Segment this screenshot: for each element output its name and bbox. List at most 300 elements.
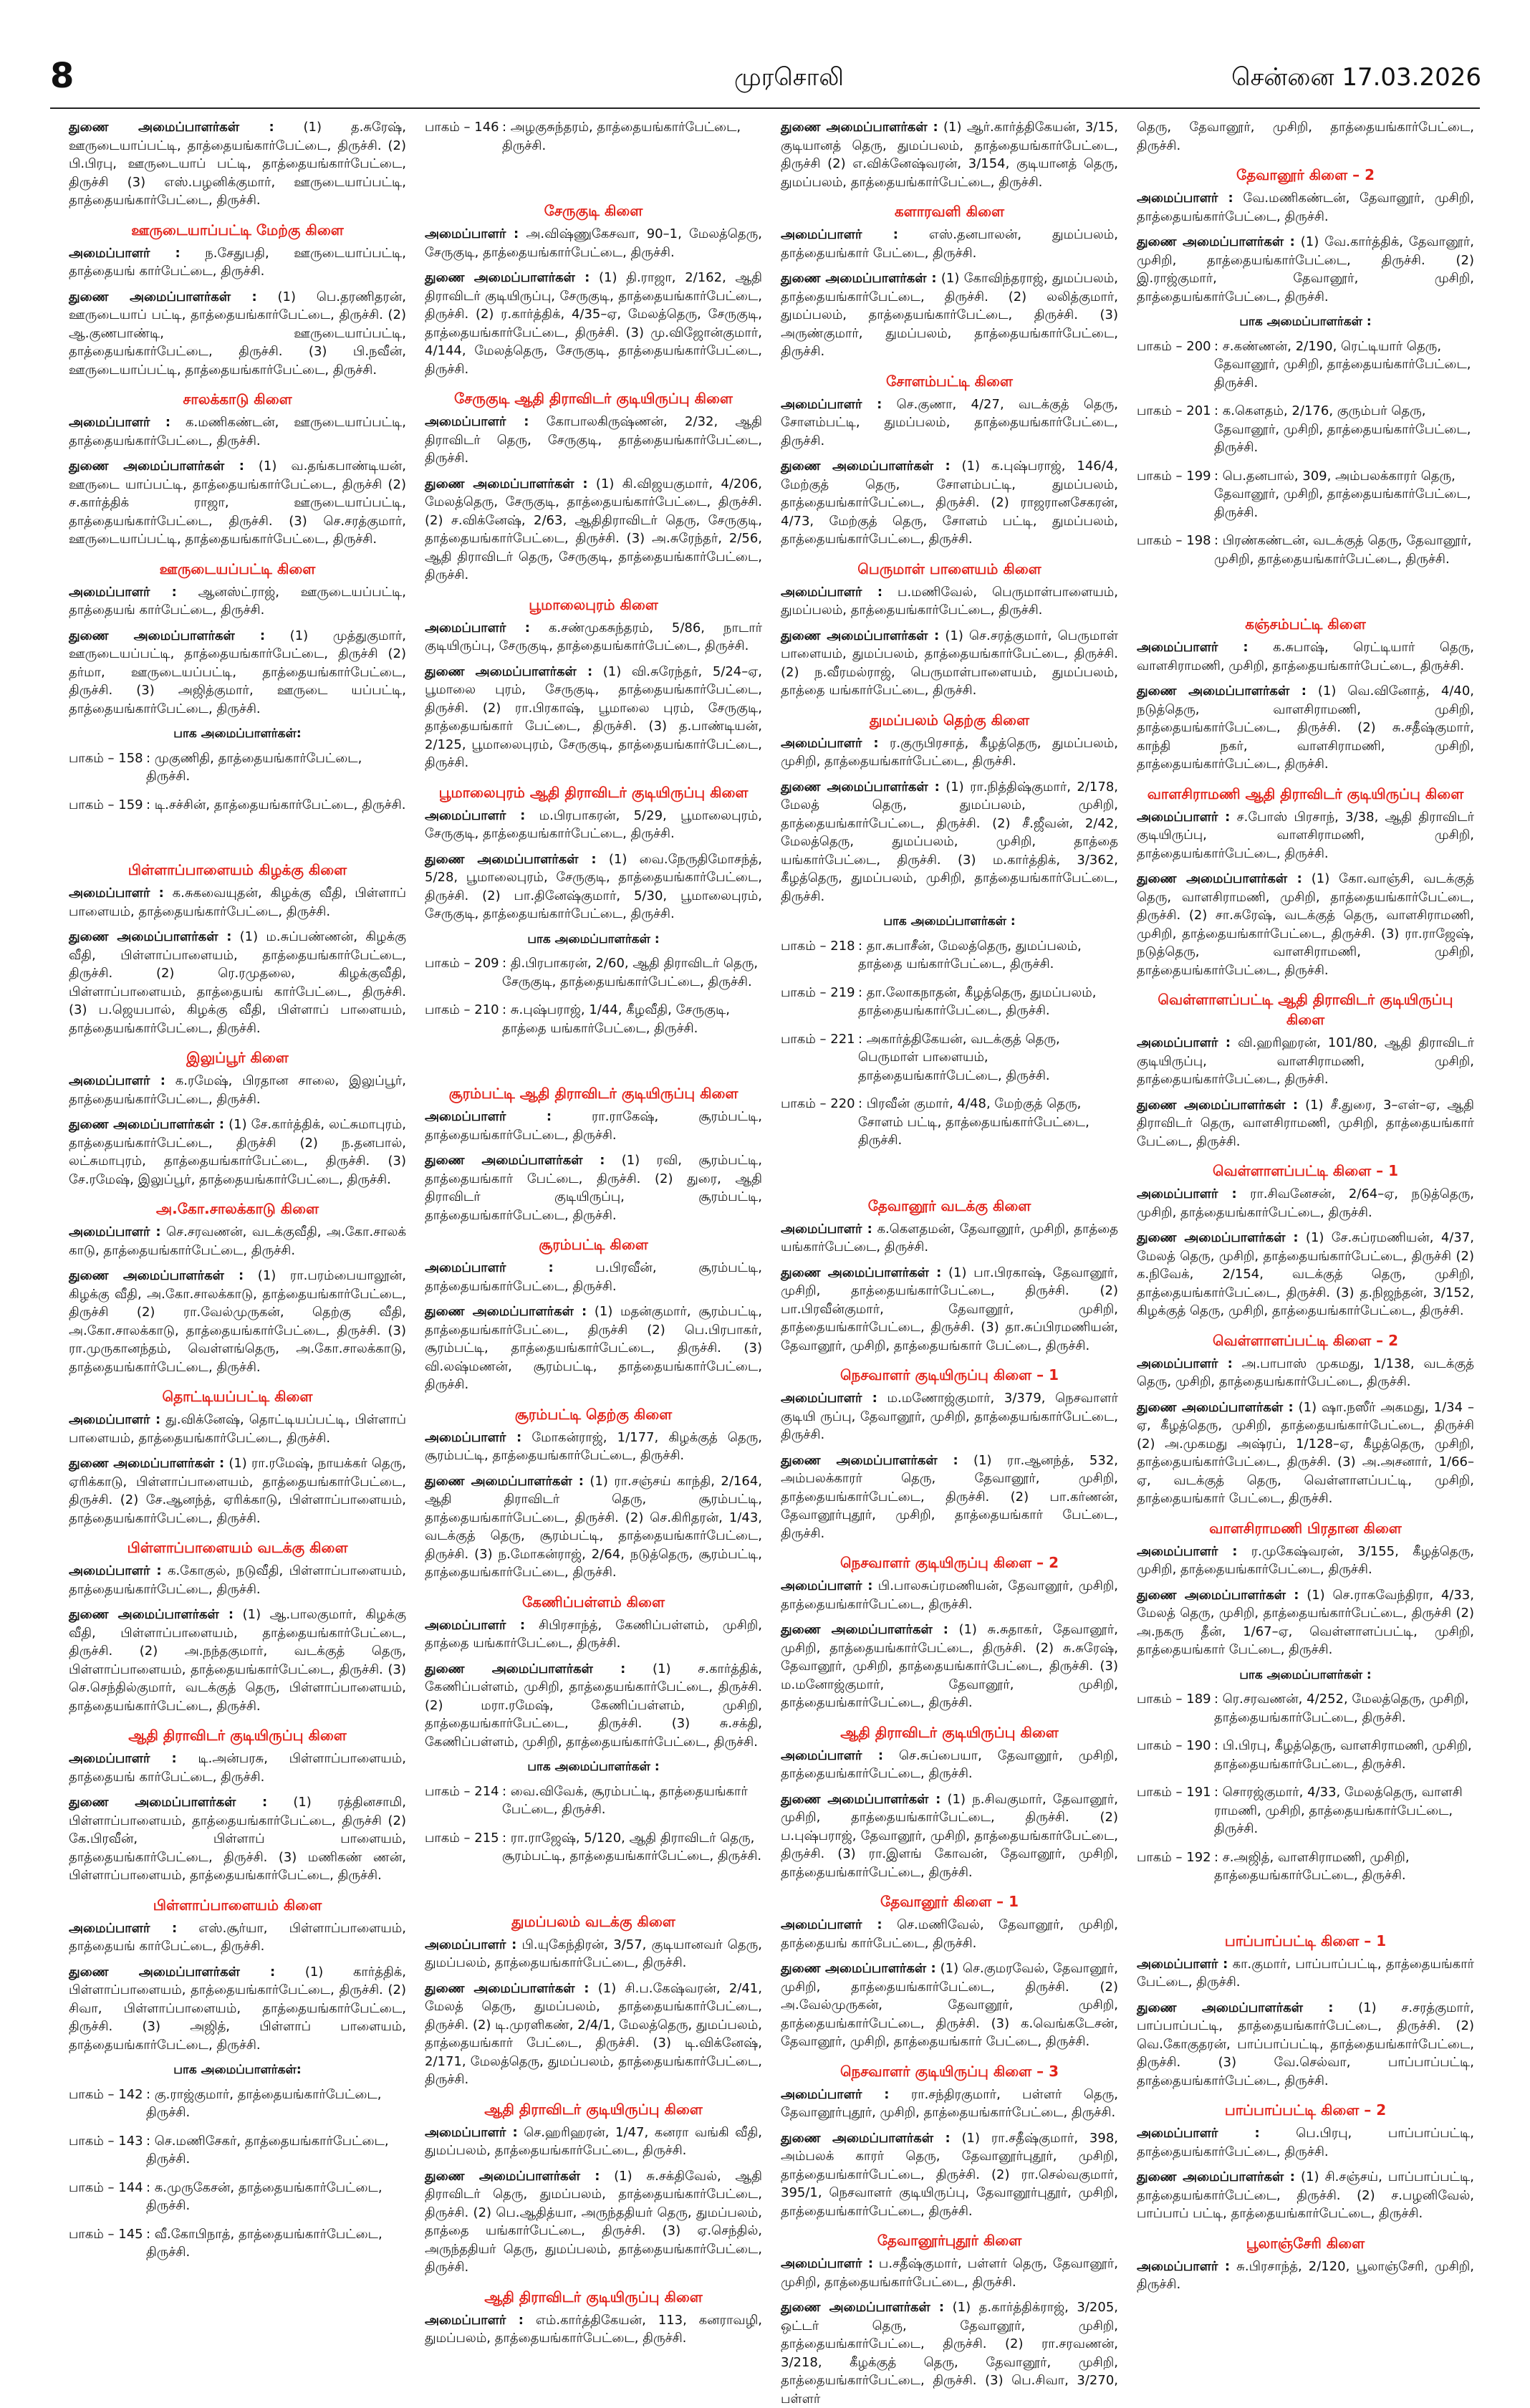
role-label: துணை அமைப்பாளர்கள் : xyxy=(69,1964,276,1980)
appointment-paragraph xyxy=(1137,189,1474,226)
booth-entry xyxy=(69,2132,406,2169)
booth-number: பாகம் – 191 xyxy=(1137,1785,1211,1800)
booth-entry xyxy=(425,118,762,155)
appointment-paragraph xyxy=(781,778,1118,906)
appointment-paragraph xyxy=(425,619,762,656)
branch-heading: பிள்ளாப்பாளையம் கிழக்கு கிளை xyxy=(128,861,347,878)
appointment-paragraph xyxy=(69,1750,406,1786)
branch-heading: சூரம்பட்டி ஆதி திராவிடர் குடியிருப்பு கிளை xyxy=(448,1085,738,1102)
article-columns xyxy=(69,118,1475,2407)
role-label: துணை அமைப்பாளர்கள் : xyxy=(425,1661,626,1677)
booth-number: பாகம் – 159 xyxy=(69,797,143,812)
role-label: அமைப்பாளர் : xyxy=(69,1751,177,1766)
appointment-paragraph xyxy=(69,1793,406,1885)
branch-heading: பிள்ளாப்பாளையம் கிளை xyxy=(153,1896,322,1914)
appointment-paragraph xyxy=(425,225,762,262)
branch-heading: பிள்ளாப்பாளையம் வடக்கு கிளை xyxy=(127,1539,348,1556)
role-label: அமைப்பாளர் : xyxy=(1137,2126,1260,2141)
appointee-details: அ.விஷ்ணுகேசவா, 90–1, மேலத்தெரு, சேருகுடி, தாத்தையங்கார்பேட்டை, திருச்சி. xyxy=(425,226,763,260)
branch-heading: பெருமாள் பாளையம் கிளை xyxy=(857,560,1041,577)
booth-number: பாகம் – 143 xyxy=(69,2133,143,2149)
role-label: அமைப்பாளர் : xyxy=(781,584,883,600)
role-label: துணை அமைப்பாளர்கள் : xyxy=(781,1961,936,1976)
appointee-details: பெ.பிரபு, பாப்பாப்பட்டி, தாத்தையங்கார்பேட்டை, திருச்சி. xyxy=(1137,2126,1475,2159)
appointment-paragraph xyxy=(1137,2124,1474,2161)
appointee-details: (1) வே.கார்த்திக், தேவானூர், முசிறி, தாத்தையங்கார்பேட்டை, திருச்சி. (2) இ.ராஜ்குமார், தேவானூர், முசிறி, தாத்தையங்கார்பேட்டை, திருச்சி. xyxy=(1137,234,1474,304)
role-label: துணை அமைப்பாளர்கள் : xyxy=(425,1980,590,1996)
role-label: துணை அமைப்பாளர்கள் : xyxy=(1137,683,1307,699)
appointment-paragraph xyxy=(781,457,1118,549)
branch-heading: பாப்பாப்பட்டி கிளை – 1 xyxy=(1224,1932,1387,1949)
section-subheading: பாக அமைப்பாளர்கள்: xyxy=(173,2063,302,2077)
booth-number: பாகம் – 218 xyxy=(781,938,855,954)
branch-heading: ஊருடையாப்பட்டி மேற்கு கிளை xyxy=(131,221,344,239)
appointment-paragraph xyxy=(781,1220,1118,1257)
appointee-details: ச.போஸ் பிரசாந், 3/38, ஆதி திராவிடர் குடியிருப்பு, வாளசிராமணி, முசிறி, தாத்தையங்கார்பேட்டை, திருச்சி. xyxy=(1137,809,1474,861)
section-subheading: பாக அமைப்பாளர்கள்: xyxy=(173,726,302,741)
appointee-details: (1) சே.சுப்ரமணியன், 4/37, மேலத் தெரு, முசிறி, தாத்தையங்கார்பேட்டை, திருச்சி (2) க.நிவேக், 2/154, வடக்குத் தெரு, முசிறி, தாத்தையங்கார்பேட்டை, திருச்சி. (3) த.நிஜந்தன், 3/152, கிழக்குத் தெரு, முசிறி, தாத்தையங்கார்பேட்டை, திருச்சி. xyxy=(1137,1230,1474,1318)
appointment-paragraph xyxy=(781,1264,1118,1356)
booth-entry xyxy=(425,1829,762,1866)
appointment-paragraph xyxy=(69,884,406,921)
appointment-paragraph xyxy=(781,2129,1118,2221)
appointee-details: (1) ச.சரத்குமார், பாப்பாப்பட்டி, தாத்தையங்கார்பேட்டை, திருச்சி. (2) வெ.கோகுதரன், பாப்பாப்பட்டி, தாத்தையங்கார்பேட்டை, திருச்சி. (3) வே.செல்வா, பாப்பாப்பட்டி, தாத்தையங்கார்பேட்டை, திருச்சி. xyxy=(1137,2000,1474,2088)
branch-heading: தேவானூர் வடக்கு கிளை xyxy=(867,1196,1031,1214)
booth-entry xyxy=(1137,467,1474,522)
appointee-details: வே.மணிகண்டன், தேவானூர், முசிறி, தாத்தையங்கார்பேட்டை, திருச்சி. xyxy=(1137,191,1474,224)
appointee-details: (1) த.கார்த்திக்ராஜ், 3/205, ஒட்டர் தெரு, தேவானூர், முசிறி, தாத்தையங்கார்பேட்டை, திருச்சி. (2) ரா.சரவணன், 3/218, கீழக்குத் தெரு, தேவானூர், முசிறி, தாத்தையங்கார்பேட்டை, திருச்சி. (3) பெ.சிவா, 3/270, பள்ளர் xyxy=(781,2300,1118,2407)
branch-heading: இலுப்பூர் கிளை xyxy=(186,1049,289,1066)
role-label: அமைப்பாளர் : xyxy=(69,1412,161,1427)
appointee-details: க.சுபாஷ், ரெட்டியார் தெரு, வாளசிராமணி, முசிறி, தாத்தையங்கார்பேட்டை, திருச்சி. xyxy=(1137,640,1475,673)
appointee-details: டி.அன்பரசு, பிள்ளாப்பாளையம், தாத்தையங் கார்பேட்டை, திருச்சி. xyxy=(69,1751,407,1785)
booth-entry xyxy=(781,937,1118,974)
appointee-details: செ.சரவணன், வடக்குவீதி, அ.கோ.சாலக் காடு, தாத்தையங்கார்பேட்டை, திருச்சி. xyxy=(69,1224,407,1258)
appointee-details: கா.குமார், பாப்பாப்பட்டி, தாத்தையங்கார் பேட்டை, திருச்சி. xyxy=(1137,1956,1475,1990)
booth-organizer: : தா.லோகநாதன், கீழத்தெரு, துமப்பலம், தாத்தையங்கார்பேட்டை, திருச்சி. xyxy=(858,984,1097,1018)
booth-entry xyxy=(781,1030,1118,1085)
appointment-paragraph xyxy=(69,1072,406,1108)
role-label: துணை அமைப்பாளர்கள் : xyxy=(1137,1587,1299,1603)
appointee-details: க.கௌதமன், தேவானூர், முசிறி, தாத்தை யங்கார்பேட்டை, திருச்சி. xyxy=(781,1221,1118,1255)
booth-entry xyxy=(69,2179,406,2215)
booth-organizer: : தா.சுபாசீன், மேலத்தெரு, துமப்பலம், தாத்தை யங்கார்பேட்டை, திருச்சி. xyxy=(858,938,1082,972)
booth-number: பாகம் – 189 xyxy=(1137,1692,1211,1707)
appointment-paragraph xyxy=(69,1963,406,2055)
booth-organizer: : ச.கண்ணன், 2/190, ரெட்டியார் தெரு, தேவானூர், முசிறி, தாத்தையங்கார்பேட்டை, திருச்சி. xyxy=(1214,338,1471,390)
branch-heading: சோளம்பட்டி கிளை xyxy=(886,372,1013,390)
appointment-paragraph xyxy=(781,226,1118,262)
section-spacer xyxy=(1137,578,1474,604)
appointment-paragraph xyxy=(781,1577,1118,1613)
booth-entry xyxy=(1137,1737,1474,1773)
appointment-paragraph xyxy=(425,1259,762,1295)
appointment-paragraph xyxy=(1137,808,1474,863)
appointee-details: து.விக்னேஷ், தொட்டியப்பட்டி, பிள்ளாப் பாளையம், தாத்தையங்கார்பேட்டை, திருச்சி. xyxy=(69,1412,406,1446)
appointment-paragraph xyxy=(781,1960,1118,2051)
column-4 xyxy=(1137,118,1474,2346)
role-label: அமைப்பாளர் : xyxy=(69,1920,178,1936)
role-label: துணை அமைப்பாளர்கள் : xyxy=(425,270,590,285)
appointment-paragraph xyxy=(781,627,1118,700)
branch-heading: வெள்ளாளப்பட்டி கிளை – 1 xyxy=(1212,1162,1399,1179)
branch-heading: நெசவாளர் குடியிருப்பு கிளை – 2 xyxy=(839,1554,1059,1571)
role-label: அமைப்பாளர் : xyxy=(69,1563,162,1578)
role-label: துணை அமைப்பாளர்கள் : xyxy=(425,1473,584,1489)
appointee-details: (1) கோ.வாஞ்சி, வடக்குத் தெரு, வாளசிராமணி, முசிறி, தாத்தையங்கார்பேட்டை, திருச்சி. (2) சா.சுரேஷ், வடக்குத் தெரு, வாளசிராமணி, முசிறி, தாத்தையங்கார்பேட்டை, திருச்சி. (3) ரா.ராஜேஷ், நடுத்தெரு, வாளசிராமணி, முசிறி, தாத்தையங்கார்பேட்டை, திருச்சி. xyxy=(1137,871,1474,978)
booth-organizer: : டி.சச்சின், தாத்தையங்கார்பேட்டை, திருச்சி. xyxy=(146,797,406,812)
role-label: அமைப்பாளர் : xyxy=(425,2312,524,2328)
appointee-details: சிபிரசாந்த், கேணிப்பள்ளம், முசிறி, தாத்தை யங்கார்பேட்டை, திருச்சி. xyxy=(425,1617,762,1651)
appointment-paragraph xyxy=(781,1621,1118,1712)
appointment-paragraph xyxy=(1137,2168,1474,2223)
branch-heading: சாலக்காடு கிளை xyxy=(183,390,292,408)
appointment-paragraph xyxy=(781,734,1118,771)
branch-heading: ஆதி திராவிடர் குடியிருப்பு கிளை xyxy=(128,1727,347,1744)
appointment-paragraph xyxy=(69,928,406,1037)
appointee-details: பி.பாலசுப்ரமணியன், தேவானூர், முசிறி, தாத்தையங்கார்பேட்டை, திருச்சி. xyxy=(781,1578,1119,1612)
role-label: துணை அமைப்பாளர்கள் : xyxy=(1137,871,1302,886)
appointee-details: (1) ம.சுப்பண்ணன், கிழக்கு வீதி, பிள்ளாப்பாளையம், தாத்தையங்கார்பேட்டை, திருச்சி. (2) ரெ.ரமுதலை, கிழக்குவீதி, பிள்ளாப்பாளையம், தாத்தையங் கார்பேட்டை, திருச்சி. (3) ப.ஜெயபால், கிழக்கு வீதி, பிள்ளாப் பாளையம், தாத்தையங்கார்பேட்டை, திருச்சி. xyxy=(69,929,406,1036)
booth-number: பாகம் – 144 xyxy=(69,2179,143,2195)
branch-heading: துமப்பலம் தெற்கு கிளை xyxy=(869,711,1030,729)
appointment-paragraph xyxy=(425,1472,762,1582)
booth-number: பாகம் – 210 xyxy=(425,1002,499,1017)
appointment-paragraph xyxy=(69,1606,406,1715)
role-label: துணை அமைப்பாளர்கள் : xyxy=(69,289,257,304)
appointment-paragraph xyxy=(781,1790,1118,1882)
appointment-paragraph xyxy=(425,807,762,843)
role-label: துணை அமைப்பாளர்கள் : xyxy=(69,459,244,474)
booth-organizer: : பி.பிரபு, கீழத்தெரு, வாளசிராமணி, முசிறி, தாத்தையங்கார்பேட்டை, திருச்சி. xyxy=(1214,1738,1472,1772)
booth-number: பாகம் – 221 xyxy=(781,1031,855,1047)
role-label: அமைப்பாளர் : xyxy=(1137,191,1233,206)
branch-heading: அ.கோ.சாலக்காடு கிளை xyxy=(155,1200,319,1217)
role-label: அமைப்பாளர் : xyxy=(1137,2258,1231,2274)
branch-heading: சூரம்பட்டி கிளை xyxy=(539,1236,648,1253)
appointee-details: (1) ஷா.நஸீர் அகமது, 1/34 –ஏ, கீழத்தெரு, முசிறி, தாத்தையங்கார்பேட்டை, திருச்சி (2) அ.முகமது அஷ்ரப், 1/128–ஏ, கீழத்தெரு, முசிறி, தாத்தையங்கார்பேட்டை, திருச்சி. (3) அ.அசனார், 1/66–ஏ, வடக்குத் தெரு, வெள்ளாளப்பட்டி, முசிறி, தாத்தையங்கார் பேட்டை, திருச்சி. xyxy=(1137,1399,1474,1506)
appointment-paragraph xyxy=(781,118,1118,191)
role-label: அமைப்பாளர் : xyxy=(425,226,519,241)
role-label: அமைப்பாளர் : xyxy=(69,1073,165,1088)
section-subheading: பாக அமைப்பாளர்கள் : xyxy=(527,1760,660,1774)
role-label: அமைப்பாளர் : xyxy=(425,1937,517,1952)
role-label: துணை அமைப்பாளர்கள் : xyxy=(781,459,951,474)
booth-organizer: : அகார்த்திகேயன், வடக்குத் தெரு, பெருமாள் பாளையம், தாத்தையங்கார்பேட்டை, திருச்சி. xyxy=(858,1031,1060,1083)
booth-number: பாகம் – 190 xyxy=(1137,1738,1211,1753)
appointment-paragraph xyxy=(69,1411,406,1447)
appointee-details: (1) ஆர்.கார்த்திகேயன், 3/15, குடியானத் தெரு, துமப்பலம், தாத்தையங்கார்பேட்டை, திருச்சி (2) எ.விக்னேஷ்வரன், 3/154, குடியானத் தெரு, துமப்பலம், தாத்தையங்கார்பேட்டை, திருச்சி. xyxy=(781,120,1118,190)
role-label: அமைப்பாளர் : xyxy=(1137,1543,1238,1559)
role-label: துணை அமைப்பாளர்கள் : xyxy=(425,663,593,679)
branch-heading: ஆதி திராவிடர் குடியிருப்பு கிளை xyxy=(484,2100,703,2118)
role-label: அமைப்பாளர் : xyxy=(425,414,529,429)
appointment-paragraph xyxy=(425,413,762,468)
role-label: அமைப்பாளர் : xyxy=(781,735,879,751)
booth-number: பாகம் – 199 xyxy=(1137,468,1211,484)
appointee-details: ஆனஸ்ட்ராஜ், ஊருடையப்பட்டி, தாத்தையங் கார்பேட்டை, திருச்சி. xyxy=(69,584,407,618)
appointment-paragraph xyxy=(69,1562,406,1598)
role-label: அமைப்பாளர் : xyxy=(781,1391,877,1406)
appointment-paragraph xyxy=(425,2167,762,2277)
appointment-paragraph xyxy=(781,2298,1118,2408)
appointee-details: (1) தி.ராஜா, 2/162, ஆதி திராவிடர் குடியிருப்பு, சேருகுடி, தாத்தையங்கார்பேட்டை, திருச்சி. (2) ர.கார்த்திக், 4/35–ஏ, மேலத்தெரு, சேருகுடி, தாத்தையங்கார்பேட்டை, திருச்சி. (3) மு.விஜோன்குமார், 4/144, மேலத்தெரு, சேருகுடி, தாத்தையங்கார்பேட்டை, திருச்சி. xyxy=(425,270,762,377)
appointee-details: (1) செ.சரத்குமார், பெருமாள் பாளையம், துமப்பலம், தாத்தையங்கார்பேட்டை, திருச்சி. (2) ந.வீரமல்ராஜ், பெருமாள்பாளையம், துமப்பலம், தாத்தை யங்கார்பேட்டை, திருச்சி. xyxy=(781,628,1118,698)
role-label: அமைப்பாளர் : xyxy=(69,886,164,901)
appointee-details: (1) ஆ.பாலகுமார், கிழக்கு வீதி, பிள்ளாப்பாளையம், தாத்தையங்கார்பேட்டை, திருச்சி. (2) அ.நந்தகுமார், வடக்குத் தெரு, பிள்ளாப்பாளையம், தாத்தையங்கார்பேட்டை, திருச்சி. (3) செ.செந்தில்குமார், வடக்குத் தெரு, பிள்ளாப்பாளையம், தாத்தையங்கார்பேட்டை, திருச்சி. xyxy=(69,1607,406,1714)
appointee-details: ர.முகேஷ்வரன், 3/155, கீழத்தெரு, முசிறி, தாத்தையங்கார்பேட்டை, திருச்சி. xyxy=(1137,1543,1474,1577)
role-label: துணை அமைப்பாளர்கள் : xyxy=(1137,2000,1334,2015)
appointment-paragraph xyxy=(69,1223,406,1260)
appointment-paragraph xyxy=(425,269,762,378)
appointment-paragraph xyxy=(781,395,1118,451)
appointment-paragraph xyxy=(1137,870,1474,979)
appointee-details: ர.குருபிரசாத், கீழத்தெரு, துமப்பலம், முசிறி, தாத்தையங்கார்பேட்டை, திருச்சி. xyxy=(781,735,1118,769)
appointment-paragraph xyxy=(425,1616,762,1653)
branch-heading: ஊருடையப்பட்டி கிளை xyxy=(159,560,316,577)
booth-number: பாகம் – 215 xyxy=(425,1830,499,1846)
role-label: துணை அமைப்பாளர்கள் : xyxy=(69,1795,268,1810)
appointment-paragraph xyxy=(69,627,406,719)
appointee-details: க.ரமேஷ், பிரதான சாலை, இலுப்பூர், தாத்தையங்கார்பேட்டை, திருச்சி. xyxy=(69,1073,406,1107)
role-label: அமைப்பாளர் : xyxy=(69,584,177,600)
appointee-details: (1) ரவி, சூரம்பட்டி, தாத்தையங்கார் பேட்டை, திருச்சி. (2) துரை, ஆதி திராவிடர் குடியிருப்பு, சூரம்பட்டி, தாத்தையங்கார்பேட்டை, திருச்சி. xyxy=(425,1153,762,1223)
role-label: அமைப்பாளர் : xyxy=(1137,640,1248,655)
appointee-details: செ.ஹரிஹரன், 1/47, கனரா வங்கி வீதி, துமப்பலம், தாத்தையங்கார்பேட்டை, திருச்சி. xyxy=(425,2124,762,2158)
appointee-details: எஸ்.சூர்யா, பிள்ளாப்பாளையம், தாத்தையங் கார்பேட்டை, திருச்சி. xyxy=(69,1920,407,1954)
branch-heading: நெசவாளர் குடியிருப்பு கிளை – 3 xyxy=(839,2062,1059,2080)
role-label: அமைப்பாளர் : xyxy=(425,620,530,635)
appointee-details: (1) ரத்தினசாமி, பிள்ளாப்பாளையம், தாத்தையங்கார்பேட்டை, திருச்சி (2) கே.பிரவீன், பிள்ளாப் பாளையம், தாத்தையங்கார்பேட்டை, திருச்சி. (3) மணிகண் ணன், பிள்ளாப்பாளையம், தாத்தையங்கார்பேட்டை, திருச்சி. xyxy=(69,1795,406,1883)
booth-organizer: : ரா.ராஜேஷ், 5/120, ஆதி திராவிடர் தெரு, சூரம்பட்டி, தாத்தையங்கார்பேட்டை, திருச்சி. xyxy=(502,1830,762,1863)
role-label: துணை அமைப்பாளர்கள் : xyxy=(1137,2169,1296,2184)
role-label: துணை அமைப்பாளர்கள் : xyxy=(781,1791,941,1807)
appointment-paragraph xyxy=(1137,2258,1474,2294)
appointee-details: (1) கார்த்திக், பிள்ளாப்பாளையம், தாத்தையங்கார்பேட்டை, திருச்சி. (2) சிவா, பிள்ளாப்பாளையம், தாத்தையங்கார்பேட்டை, திருச்சி. (3) அஜித், பிள்ளாப் பாளையம், தாத்தையங்கார்பேட்டை, திருச்சி. xyxy=(69,1964,406,2053)
appointment-paragraph xyxy=(425,1980,762,2089)
appointee-details: ந.சேதுபதி, ஊருடையாப்பட்டி, தாத்தையங் கார்பேட்டை, திருச்சி. xyxy=(69,245,406,279)
appointment-paragraph xyxy=(69,244,406,281)
role-label: அமைப்பாளர் : xyxy=(425,1260,554,1275)
booth-organizer: : பிரவீன் குமார், 4/48, மேற்குத் தெரு, சோளம் பட்டி, தாத்தையங்கார்பேட்டை, திருச்சி. xyxy=(858,1096,1089,1148)
appointment-paragraph xyxy=(425,1660,762,1752)
booth-entry xyxy=(1137,1848,1474,1885)
role-label: துணை அமைப்பாளர்கள் : xyxy=(69,1117,225,1132)
appointee-details: மோகன்ராஜ், 1/177, கிழக்குத் தெரு, சூரம்பட்டி, தாத்தையங்கார்பேட்டை, திருச்சி. xyxy=(425,1429,762,1463)
branch-heading: ஆதி திராவிடர் குடியிருப்பு கிளை xyxy=(484,2288,703,2306)
appointee-details: (1) பெ.தரணிதரன், ஊருடையாப் பட்டி, தாத்தையங்கார்பேட்டை, திருச்சி. (2) ஆ.குணபாண்டி, ஊருடையாப்பட்டி, தாத்தையங்கார்பேட்டை, திருச்சி. (3) பி.நவீன், ஊருடையாப்பட்டி, தாத்தையங்கார்பேட்டை, திருச்சி. xyxy=(69,289,406,378)
appointment-paragraph xyxy=(425,1429,762,1465)
dateline: சென்னை 17.03.2026 xyxy=(1231,63,1481,92)
appointment-paragraph xyxy=(781,2255,1118,2291)
role-label: அமைப்பாளர் : xyxy=(425,1617,526,1633)
appointee-details: (1) ரா.சதீஷ்குமார், 398, அம்பலக் காரர் தெரு, தேவானூர்புதூர், முசிறி, தாத்தையங்கார்பேட்டை, திருச்சி. (2) ரா.செல்வகுமார், 395/1, நெசவாளர் குடியிருப்பு, தேவானூர்புதூர், முசிறி, தாத்தையங்கார்பேட்டை, திருச்சி. xyxy=(781,2130,1118,2219)
booth-entry xyxy=(69,749,406,786)
role-label: அமைப்பாளர் : xyxy=(425,807,526,823)
appointment-paragraph xyxy=(1137,1096,1474,1151)
booth-organizer: : பிரண்கண்டன், வடக்குத் தெரு, தேவானூர், முசிறி, தாத்தையங்கார்பேட்டை, திருச்சி. xyxy=(1214,533,1472,567)
branch-heading: தேவானூர் கிளை – 2 xyxy=(1236,166,1375,183)
page-number: 8 xyxy=(50,56,74,96)
appointment-paragraph xyxy=(1137,1586,1474,1659)
masthead xyxy=(0,0,1530,107)
role-label: துணை அமைப்பாளர்கள் : xyxy=(1137,1399,1294,1415)
booth-number: பாகம் – 198 xyxy=(1137,533,1211,548)
appointee-details: (1) செ.ராகவேந்திரா, 4/33, மேலத் தெரு, முசிறி, தாத்தையங்கார்பேட்டை, திருச்சி (2) அ.நகரு தீன், 1/67–ஏ, வெள்ளாளப்பட்டி, முசிறி, தாத்தையங்கார் பேட்டை, திருச்சி. xyxy=(1137,1587,1474,1657)
appointee-details: (1) சி.சஞ்சய், பாப்பாப்பட்டி, தாத்தையங்கார்பேட்டை, திருச்சி. (2) ச.பழனிவேல், பாப்பாப் பட்டி, தாத்தையங்கார்பேட்டை, திருச்சி. xyxy=(1137,2169,1474,2221)
role-label: துணை அமைப்பாளர்கள் : xyxy=(69,1456,225,1471)
appointment-paragraph xyxy=(69,1919,406,1956)
role-label: அமைப்பாளர் : xyxy=(781,2256,874,2271)
appointment-paragraph xyxy=(1137,1999,1474,2091)
appointment-paragraph xyxy=(69,413,406,450)
role-label: துணை அமைப்பாளர்கள் : xyxy=(69,628,266,643)
role-label: துணை அமைப்பாளர்கள் : xyxy=(781,2300,945,2315)
role-label: அமைப்பாளர் : xyxy=(69,245,181,261)
branch-heading: சூரம்பட்டி தெற்கு கிளை xyxy=(514,1405,673,1423)
booth-number: பாகம் – 214 xyxy=(425,1783,499,1799)
section-subheading: பாக அமைப்பாளர்கள் : xyxy=(527,931,660,946)
booth-organizer: : ச.அஜித், வாளசிராமணி, முசிறி, தாத்தையங்கார்பேட்டை, திருச்சி. xyxy=(1214,1849,1410,1883)
appointee-details: ரா.ராகேஷ், சூரம்பட்டி, தாத்தையங்கார்பேட்டை, திருச்சி. xyxy=(425,1109,762,1143)
appointment-paragraph xyxy=(1137,1399,1474,1508)
booth-entry xyxy=(1137,1690,1474,1727)
role-label: துணை அமைப்பாளர்கள் : xyxy=(425,1304,587,1319)
role-label: அமைப்பாளர் : xyxy=(781,1578,873,1593)
role-label: துணை அமைப்பாளர்கள் : xyxy=(69,929,232,944)
branch-heading: களாரவளி கிளை xyxy=(894,203,1005,220)
section-subheading: பாக அமைப்பாளர்கள் : xyxy=(1239,315,1372,329)
appointee-details: (1) சீ.துரை, 3–எள்–ஏ, ஆதி திராவிடர் தெரு, வாளசிராமணி, முசிறி, தாத்தையங்கார் பேட்டை, திருச்சி. xyxy=(1137,1097,1474,1149)
branch-heading: வாளசிராமணி ஆதி திராவிடர் குடியிருப்பு கிளை xyxy=(1147,785,1464,802)
appointment-paragraph xyxy=(425,850,762,924)
role-label: அமைப்பாளர் : xyxy=(425,2124,518,2140)
appointee-details: (1) ரா.ரமேஷ், நாயக்கர் தெரு, ஏரிக்காடு, பிள்ளாப்பாளையம், தாத்தையங்கார்பேட்டை, திருச்சி. (2) சே.ஆனந்த், ஏரிக்காடு, பிள்ளாப்பாளையம், தாத்தையங்கார்பேட்டை, திருச்சி. xyxy=(69,1456,406,1526)
booth-number: பாகம் – 146 xyxy=(425,120,499,135)
booth-organizer: : கு.ராஜ்குமார், தாத்தையங்கார்பேட்டை, திருச்சி. xyxy=(146,2086,382,2120)
booth-organizer: : முகுணிதி, தாத்தையங்கார்பேட்டை, திருச்சி. xyxy=(146,750,362,784)
appointee-details: (1) வ.தங்கபாண்டியன், ஊருடை யாப்பட்டி, தாத்தையங்கார்பேட்டை, திருச்சி (2) ச.கார்த்திக் ராஜா, ஊருடையாப்பட்டி, தாத்தையங்கார்பேட்டை, திருச்சி. (3) செ.சரத்குமார், ஊருடையாப்பட்டி, தாத்தையங்கார்பேட்டை, திருச்சி. xyxy=(69,459,406,547)
appointee-details: தெரு, தேவானூர், முசிறி, தாத்தையங்கார்பேட்டை, திருச்சி. xyxy=(1137,120,1474,153)
booth-organizer: : சொரஜ்குமார், 4/33, மேலத்தெரு, வாளசி ராமணி, முசிறி, தாத்தையங்கார்பேட்டை, திருச்சி. xyxy=(1214,1785,1463,1836)
branch-heading: தேவானூர்புதூர் கிளை xyxy=(877,2232,1022,2249)
booth-entry xyxy=(1137,402,1474,457)
role-label: அமைப்பாளர் : xyxy=(425,1429,522,1445)
appointment-paragraph xyxy=(425,2124,762,2160)
appointee-details: (1) ரா.நித்திஷ்குமார், 2/178, மேலத் தெரு, துமப்பலம், முசிறி, தாத்தையங்கார்பேட்டை, திருச்சி. (2) சீ.ஜீவன், 2/42, மேலத்தெரு, துமப்பலம், முசிறி, தாத்தை யங்கார்பேட்டை, திருச்சி. (3) ம.கார்த்திக், 3/362, கீழத்தெரு, துமப்பலம், முசிறி, தாத்தையங்கார்பேட்டை, திருச்சி. xyxy=(781,779,1118,904)
appointment-paragraph xyxy=(425,475,762,585)
appointment-paragraph xyxy=(425,663,762,772)
booth-entry xyxy=(425,1783,762,1819)
appointee-details: க.சுகவையுதன், கிழக்கு வீதி, பிள்ளாப் பாளையம், தாத்தையங்கார்பேட்டை, திருச்சி. xyxy=(69,886,406,919)
appointee-details: ப.பிரவீன், சூரம்பட்டி, தாத்தையங்கார்பேட்டை, திருச்சி. xyxy=(425,1260,762,1294)
appointment-paragraph xyxy=(69,1116,406,1189)
booth-entry xyxy=(425,954,762,991)
appointee-details: (1) கி.விஜயகுமார், 4/206, மேலத்தெரு, சேருகுடி, தாத்தையங்கார்பேட்டை, திருச்சி. (2) ச.விக்னேஷ், 2/63, ஆதிதிராவிடர் தெரு, சேருகுடி, தாத்தையங்கார்பேட்டை, திருச்சி. (3) அ.சுரேந்தர், 2/56, ஆதி திராவிடர் தெரு, சேருகுடி, தாத்தையங்கார்பேட்டை, திருச்சி. xyxy=(425,476,762,582)
booth-organizer: : ரெ.சரவணன், 4/252, மேலத்தெரு, முசிறி, தாத்தையங்கார்பேட்டை, திருச்சி. xyxy=(1214,1692,1469,1725)
appointee-details: அ.பாபாஸ் முகமது, 1/138, வடக்குத் தெரு, முசிறி, தாத்தையங்கார்பேட்டை, திருச்சி. xyxy=(1137,1356,1475,1389)
appointment-paragraph xyxy=(781,583,1118,620)
booth-entry xyxy=(1137,337,1474,393)
branch-heading: துமப்பலம் வடக்கு கிளை xyxy=(511,1912,675,1930)
appointee-details: செ.குணா, 4/27, வடக்குத் தெரு, சோளம்பட்டி, துமப்பலம், தாத்தையங்கார்பேட்டை, திருச்சி. xyxy=(781,396,1119,448)
appointee-details: சு.பிரசாந்த், 2/120, பூலாஞ்சேரி, முசிறி, திருச்சி. xyxy=(1137,2258,1475,2292)
appointee-details: கோபாலகிருஷ்ணன், 2/32, ஆதி திராவிடர் தெரு, சேருகுடி, தாத்தையங்கார்பேட்டை, திருச்சி. xyxy=(425,414,762,466)
role-label: துணை அமைப்பாளர்கள் : xyxy=(69,1268,244,1283)
appointee-details: எம்.கார்த்திகேயன், 113, கனராவழி, துமப்பலம், தாத்தையங்கார்பேட்டை, திருச்சி. xyxy=(425,2312,763,2346)
appointee-details: (1) க.புஷ்பராஜ், 146/4, மேற்குத் தெரு, சோளம்பட்டி, துமப்பலம், தாத்தையங்கார்பேட்டை, திருச்சி. (2) ராஜரானசேகரன், 4/73, மேற்குத் தெரு, சோளம் பட்டி, துமப்பலம், தாத்தையங்கார்பேட்டை, திருச்சி. xyxy=(781,459,1118,547)
appointment-paragraph xyxy=(781,1452,1118,1543)
branch-heading: பாப்பாப்பட்டி கிளை – 2 xyxy=(1224,2101,1387,2119)
section-spacer xyxy=(425,1876,762,1901)
booth-number: பாகம் – 220 xyxy=(781,1096,855,1111)
booth-entry xyxy=(425,1001,762,1037)
appointee-details: ரா.சந்திரகுமார், பள்ளர் தெரு, தேவானூர்புதூர், முசிறி, தாத்தையங்கார்பேட்டை, திருச்சி. xyxy=(781,2086,1118,2120)
booth-entry xyxy=(1137,1783,1474,1838)
appointee-details: (1) ந.சிவகுமார், தேவானூர், முசிறி, தாத்தையங்கார்பேட்டை, திருச்சி. (2) ப.புஷ்பராஜ், தேவானூர், முசிறி, தாத்தையங்கார்பேட்டை, திருச்சி. (3) ரா.இளங் கோவன், தேவானூர், முசிறி, தாத்தையங்கார்பேட்டை, திருச்சி. xyxy=(781,1791,1118,1880)
appointee-details: (1) த.சுரேஷ், ஊருடையாப்பட்டி, தாத்தையங்கார்பேட்டை, திருச்சி. (2) பி.பிரபு, ஊருடையாப் பட்டி, தாத்தையங்கார்பேட்டை, திருச்சி (3) எஸ்.பழனிக்குமார், ஊருடையாப்பட்டி, தாத்தையங்கார்பேட்டை, திருச்சி. xyxy=(69,120,406,208)
appointee-details: (1) வெ.வினோத், 4/40, நடுத்தெரு, வாளசிராமணி, முசிறி, தாத்தையங்கார்பேட்டை, திருச்சி. (2) சு.சதீஷ்குமார், காந்தி நகர், வாளசிராமணி, முசிறி, தாத்தையங்கார்பேட்டை, திருச்சி. xyxy=(1137,683,1474,772)
branch-heading: பூலாஞ்சேரி கிளை xyxy=(1246,2234,1365,2252)
appointment-paragraph xyxy=(425,1151,762,1224)
booth-organizer: : வை.விவேக், சூரம்பட்டி, தாத்தையங்கார் பேட்டை, திருச்சி. xyxy=(502,1783,748,1817)
appointment-paragraph xyxy=(1137,1543,1474,1579)
column-3 xyxy=(781,118,1119,2407)
branch-heading: தொட்டியப்பட்டி கிளை xyxy=(162,1388,313,1405)
branch-heading: நெசவாளர் குடியிருப்பு கிளை – 1 xyxy=(839,1366,1059,1383)
role-label: துணை அமைப்பாளர்கள் : xyxy=(781,779,940,795)
role-label: துணை அமைப்பாளர்கள் : xyxy=(781,1452,958,1468)
appointment-paragraph xyxy=(1137,1034,1474,1089)
booth-organizer: : பெ.தனபால், 309, அம்பலக்காரர் தெரு, தேவானூர், முசிறி, தாத்தையங்கார்பேட்டை, திருச்சி. xyxy=(1214,468,1471,520)
role-label: அமைப்பாளர் : xyxy=(425,1109,552,1124)
appointee-details: (1) ரா.பரம்பையாலூன், கிழக்கு வீதி, அ.கோ.சாலக்காடு, தாத்தையங்கார்பேட்டை, திருச்சி (2) ரா.வேல்முருகன், தெற்கு வீதி, அ.கோ.சாலக்காடு, தாத்தையங்கார்பேட்டை, திருச்சி. (3) ரா.முருகானந்தம், வெள்ளங்தெரு, அ.கோ.சாலக்காடு, தாத்தையங்கார்பேட்டை, திருச்சி. xyxy=(69,1268,406,1375)
booth-entry xyxy=(69,2086,406,2122)
column-2 xyxy=(425,118,762,2346)
booth-number: பாகம் – 200 xyxy=(1137,338,1211,354)
booth-entry xyxy=(69,796,406,815)
appointee-details: க.கோகுல், நடுவீதி, பிள்ளாப்பாளையம், தாத்தையங்கார்பேட்டை, திருச்சி. xyxy=(69,1563,406,1597)
role-label: அமைப்பாளர் : xyxy=(781,396,882,412)
booth-organizer: : செ.மணிசேகர், தாத்தையங்கார்பேட்டை, திருச்சி. xyxy=(146,2133,389,2167)
booth-entry xyxy=(781,1095,1118,1150)
role-label: அமைப்பாளர் : xyxy=(1137,1186,1237,1201)
appointment-paragraph xyxy=(69,118,406,210)
booth-number: பாகம் – 145 xyxy=(69,2226,143,2242)
branch-heading: சேருகுடி கிளை xyxy=(544,202,643,219)
appointee-details: (1) சே.கார்த்திக், லட்சுமாபுரம், தாத்தையங்கார்பேட்டை, திருச்சி (2) ந.தனபால், லட்சுமாபுரம், தாத்தையங்கார்பேட்டை, திருச்சி. (3) சே.ரமேஷ், இலுப்பூர், தாத்தையங்கார்பேட்டை, திருச்சி. xyxy=(69,1117,406,1187)
booth-number: பாகம் – 142 xyxy=(69,2086,143,2102)
appointment-paragraph xyxy=(781,1916,1118,1952)
role-label: அமைப்பாளர் : xyxy=(781,227,898,242)
appointment-paragraph xyxy=(69,1454,406,1527)
booth-organizer: : சு.புஷ்பராஜ், 1/44, கீழவீதி, சேருகுடி, தாத்தை யங்கார்பேட்டை, திருச்சி. xyxy=(502,1002,730,1036)
booth-number: பாகம் – 192 xyxy=(1137,1849,1211,1865)
appointment-paragraph xyxy=(1137,1185,1474,1222)
role-label: துணை அமைப்பாளர்கள் : xyxy=(425,476,588,491)
appointee-details: (1) வி.சுரேந்தர், 5/24–ஏ, பூமாலை புரம், சேருகுடி, தாத்தையங்கார்பேட்டை, திருச்சி. (2) ரா.பிரகாஷ், பூமாலை புரம், சேருகுடி, தாத்தையங்கார் பேட்டை, திருச்சி. (3) த.பாண்டியன், 2/125, பூமாலைபுரம், சேருகுடி, தாத்தையங்கார்பேட்டை, திருச்சி. xyxy=(425,663,762,770)
section-spacer xyxy=(425,165,762,191)
section-subheading: பாக அமைப்பாளர்கள் : xyxy=(883,914,1016,929)
booth-entry xyxy=(781,984,1118,1020)
appointee-details: (1) கோவிந்தராஜ், துமப்பலம், தாத்தையங்கார்பேட்டை, திருச்சி. (2) லலித்குமார், துமப்பலம், தாத்தையங்கார்பேட்டை, திருச்சி. (3) அருண்குமார், துமப்பலம், தாத்தையங்கார்பேட்டை, திருச்சி. xyxy=(781,271,1118,359)
booth-number: பாகம் – 219 xyxy=(781,984,855,1000)
branch-heading: சேருகுடி ஆதி திராவிடர் குடியிருப்பு கிளை xyxy=(454,390,733,407)
role-label: துணை அமைப்பாளர்கள் : xyxy=(781,2130,951,2146)
appointee-details: (1) சி.ப.கேஷ்வரன், 2/41, மேலத் தெரு, துமப்பலம், தாத்தையங்கார்பேட்டை, திருச்சி. (2) டி.முரளிகண், 2/4/1, மேலத்தெரு, துமப்பலம், தாத்தையங்கார் பேட்டை, திருச்சி. (3) டி.விக்னேஷ், 2/171, மேலத்தெரு, துமப்பலம், தாத்தையங்கார்பேட்டை, திருச்சி. xyxy=(425,1980,762,2087)
appointment-paragraph xyxy=(1137,118,1474,155)
appointee-details: எஸ்.தனபாலன், துமப்பலம், தாத்தையங்கார் பேட்டை, திருச்சி. xyxy=(781,227,1118,261)
